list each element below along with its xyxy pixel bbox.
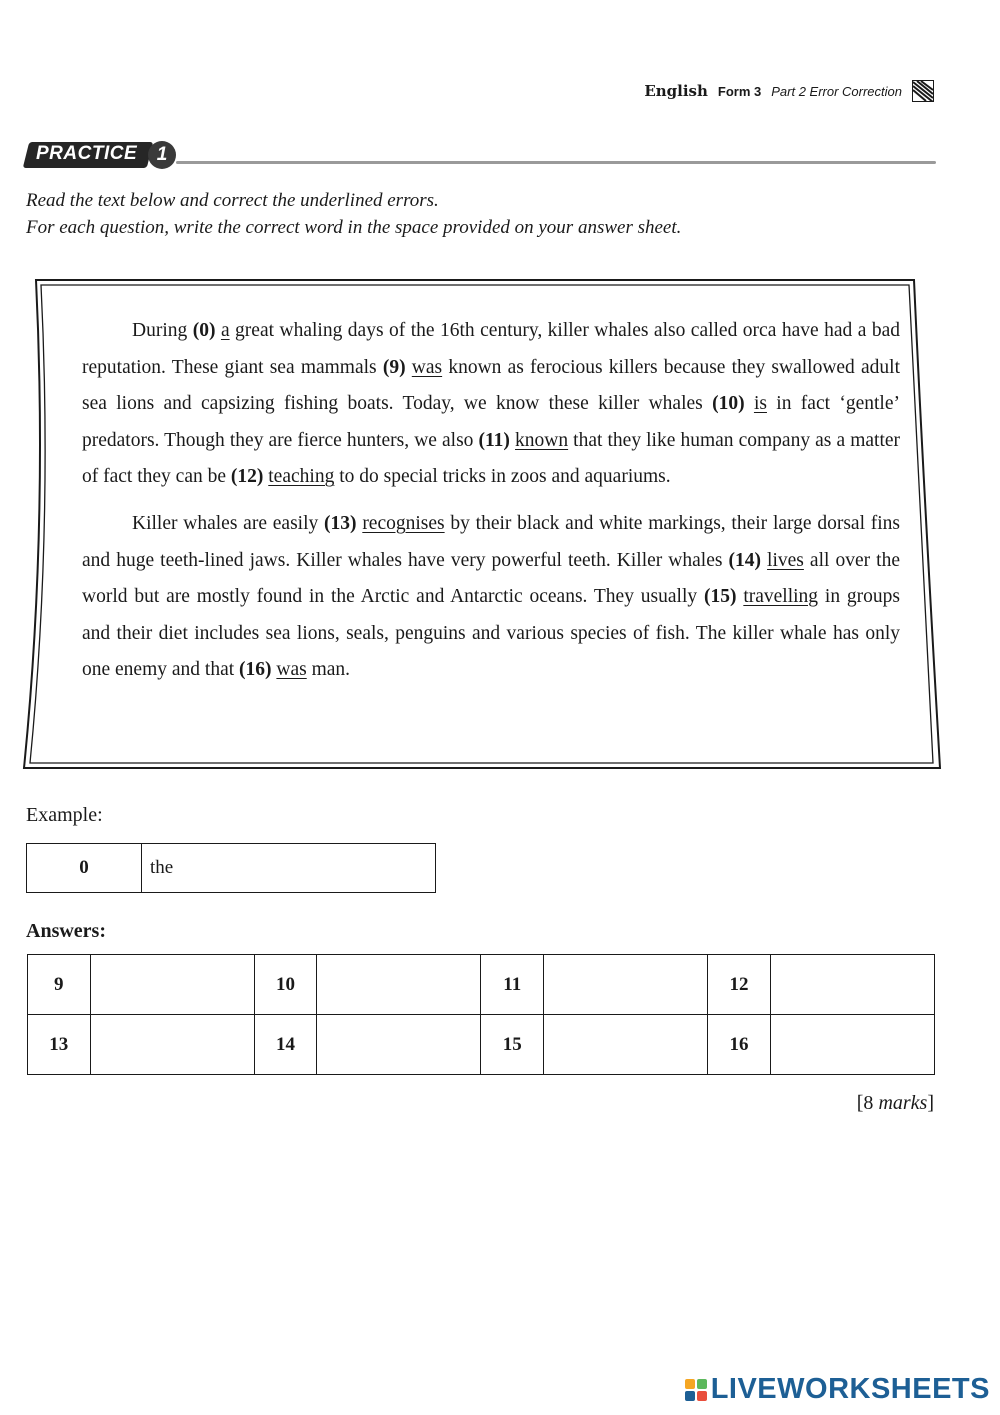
passage-segment: all over the world but are mostly found in the Arctic and Antarctic oceans. They usually xyxy=(82,549,900,608)
answer-field-10[interactable] xyxy=(317,955,481,1015)
underlined-error: was xyxy=(411,356,443,378)
header-part: Part 2 Error Correction xyxy=(771,83,902,99)
passage-segment xyxy=(745,393,754,414)
answer-field-11[interactable] xyxy=(544,955,708,1015)
passage-segment: by their black and white markings, their large dorsal fins and huge teeth-lined jaws. Killer whales have very powerful teeth. Killer whales xyxy=(82,512,901,571)
underlined-error: known xyxy=(515,429,569,451)
answer-field-12[interactable] xyxy=(770,955,934,1015)
question-marker: (15) xyxy=(703,586,737,608)
passage-segment: that they like human company as a matter of fact they can be xyxy=(82,429,901,488)
logo-square xyxy=(685,1379,695,1389)
answers-row xyxy=(28,955,935,1015)
question-number: 13 xyxy=(28,1015,91,1075)
example-table xyxy=(26,843,436,893)
question-number: 10 xyxy=(254,955,317,1015)
underlined-error: was xyxy=(276,659,307,681)
practice-banner xyxy=(26,140,936,170)
example-label: Example: xyxy=(26,804,103,826)
question-number: 16 xyxy=(708,1015,771,1075)
answer-field-13[interactable] xyxy=(90,1015,254,1075)
underlined-error: lives xyxy=(767,549,804,571)
question-marker: (11) xyxy=(478,429,510,451)
header-form: Form 3 xyxy=(717,83,762,99)
passage-segment: known as ferocious killers because they swallowed adult sea lions and capsizing fishing boats. Today, we know these killer whales xyxy=(82,356,900,415)
example-answer: the xyxy=(150,857,174,878)
practice-label: PRACTICE xyxy=(36,143,138,164)
brand-name: LIVEWORKSHEETS xyxy=(710,1373,990,1405)
practice-number: 1 xyxy=(148,141,176,169)
instruction-line-1: Read the text below and correct the underlined errors. xyxy=(26,190,439,211)
answer-field-9[interactable] xyxy=(90,955,254,1015)
question-marker: (16) xyxy=(239,659,272,681)
passage-paragraph-1 xyxy=(82,313,900,496)
passage-text xyxy=(82,313,900,689)
question-marker: (0) xyxy=(192,320,216,341)
question-marker: (14) xyxy=(728,549,761,571)
instruction-line-2: For each question, write the correct word in the space provided on your answer sheet. xyxy=(26,217,682,238)
underlined-error: is xyxy=(753,393,767,415)
question-marker: (12) xyxy=(230,466,264,488)
marks-close: ] xyxy=(927,1092,934,1114)
example-number: 0 xyxy=(27,844,142,892)
passage-segment: in fact ‘gentle’ predators. Though they are fierce hunters, we also xyxy=(82,393,901,451)
question-number: 9 xyxy=(28,955,91,1015)
header-subject: English xyxy=(644,82,708,100)
passage-segment: man. xyxy=(306,659,351,681)
underlined-error: recognises xyxy=(362,512,445,534)
logo-square xyxy=(697,1379,707,1389)
question-number: 14 xyxy=(254,1015,317,1075)
marks-word: marks xyxy=(878,1092,928,1114)
answers-row xyxy=(28,1015,935,1075)
underlined-error: a xyxy=(220,320,230,341)
liveworksheets-logo-icon xyxy=(685,1379,707,1401)
logo-square xyxy=(697,1391,707,1401)
question-number: 11 xyxy=(481,955,544,1015)
answer-field-15[interactable] xyxy=(544,1015,708,1075)
question-number: 12 xyxy=(708,955,771,1015)
answer-field-14[interactable] xyxy=(317,1015,481,1075)
question-number: 15 xyxy=(481,1015,544,1075)
passage-segment: During xyxy=(132,320,193,341)
passage-segment: in groups and their diet includes sea lions, seals, penguins and various species of fish. The killer whale has only one enemy and that xyxy=(82,586,900,681)
answer-field-16[interactable] xyxy=(770,1015,934,1075)
page-header xyxy=(644,80,934,102)
passage-segment: great whaling days of the 16th century, killer whales also called orca have had a bad reputation. These giant sea mammals xyxy=(82,320,900,378)
marks-note xyxy=(857,1092,934,1115)
question-marker: (10) xyxy=(712,393,745,415)
book-stripes-icon xyxy=(912,80,934,102)
answers-label: Answers: xyxy=(26,920,106,942)
underlined-error: teaching xyxy=(268,466,335,488)
passage-paragraph-2 xyxy=(82,506,900,689)
footer-brand xyxy=(685,1373,990,1406)
banner-rule xyxy=(176,161,936,164)
underlined-error: travelling xyxy=(743,586,819,608)
question-marker: (13) xyxy=(324,512,357,534)
answers-table xyxy=(27,954,935,1075)
logo-square xyxy=(685,1391,695,1401)
passage-segment: Killer whales are easily xyxy=(132,512,325,534)
marks-open: [8 xyxy=(856,1092,879,1114)
question-marker: (9) xyxy=(382,356,406,378)
passage-segment: to do special tricks in zoos and aquariums. xyxy=(334,466,671,488)
